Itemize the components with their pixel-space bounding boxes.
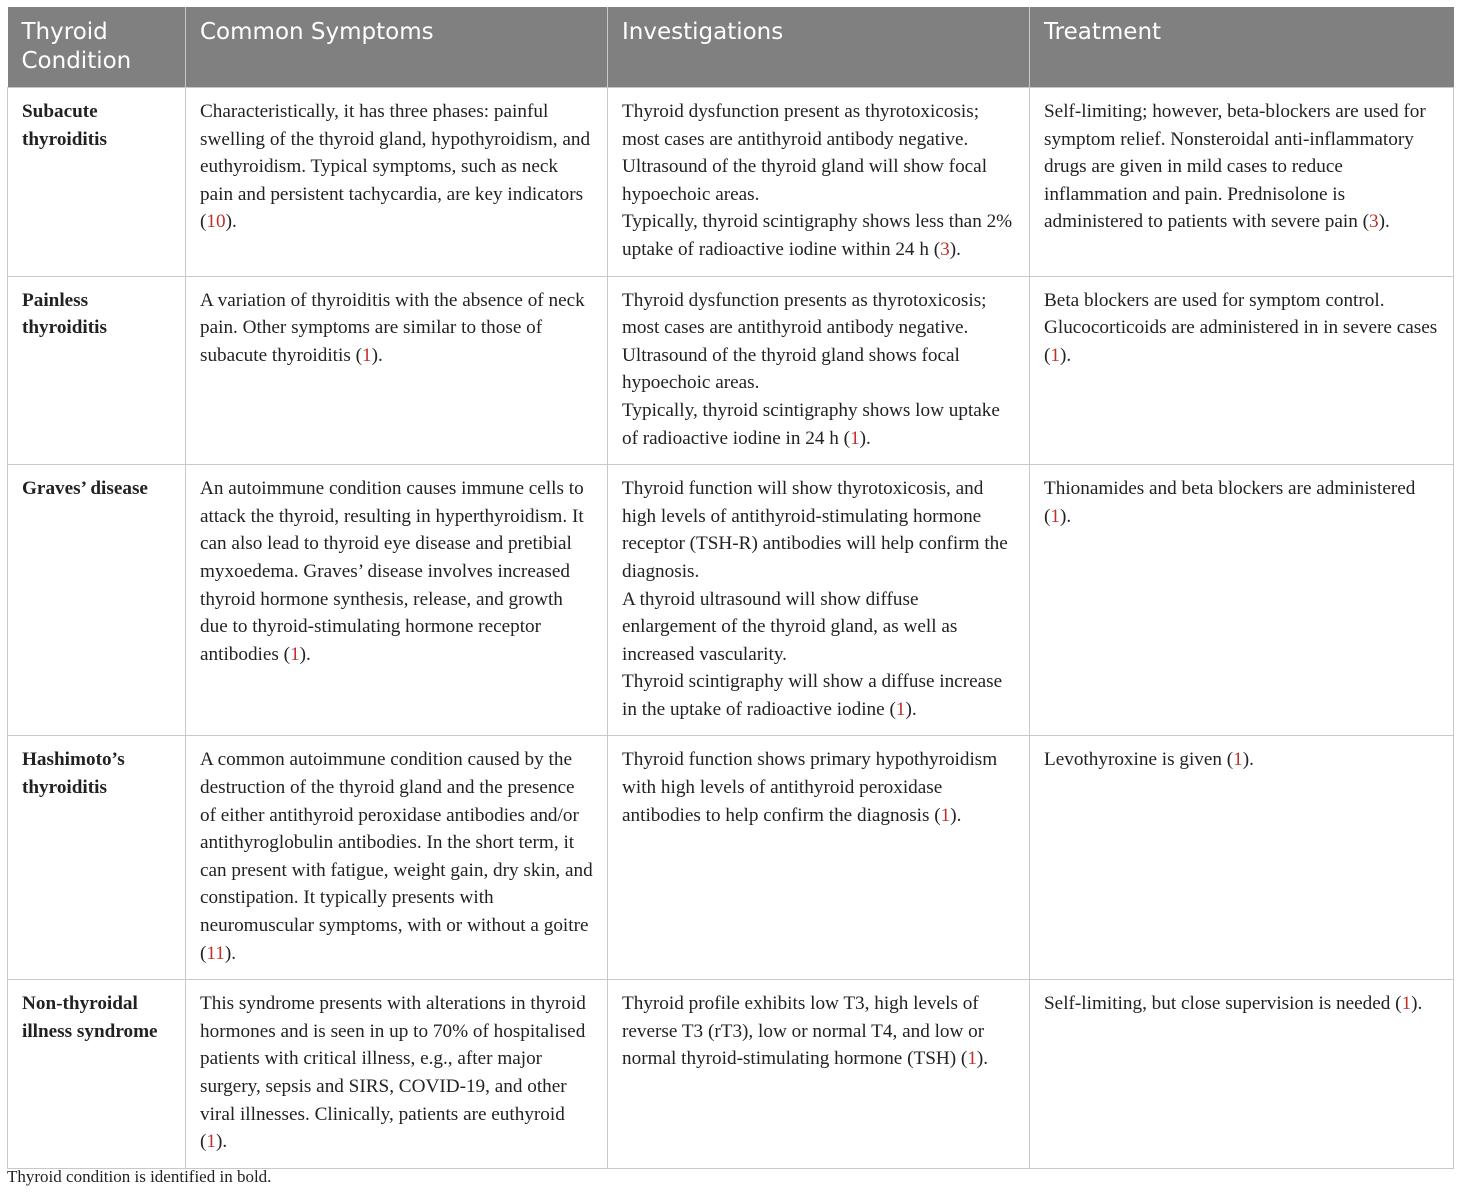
cell-paragraph: Thyroid function shows primary hypothyroidism with high levels of antithyroid peroxidase antibodies to help confirm the diagnosis (1).	[622, 749, 998, 826]
cell-paragraph: Typically, thyroid scintigraphy shows less than 2% uptake of radioactive iodine within 24 h (3).	[622, 211, 1013, 260]
reference-link[interactable]: 1	[967, 1048, 977, 1070]
symptoms-cell	[186, 736, 608, 980]
cell-paragraph: A variation of thyroiditis with the absence of neck pain. Other symptoms are similar to those of subacute thyroiditis (1).	[200, 289, 585, 366]
header-treatment: Treatment	[1030, 7, 1454, 88]
cell-paragraph: Levothyroxine is given (1).	[1044, 749, 1254, 771]
table-row	[8, 276, 1454, 465]
cell-paragraph: Ultrasound of the thyroid gland will show focal hypoechoic areas.	[622, 156, 988, 205]
condition-cell: Hashimoto’s thyroiditis	[8, 736, 186, 980]
cell-paragraph: Self-limiting, but close supervision is needed (1).	[1044, 993, 1423, 1015]
reference-link[interactable]: 1	[1050, 344, 1060, 366]
cell-paragraph: Thyroid scintigraphy will show a diffuse increase in the uptake of radioactive iodine (1).	[622, 671, 1003, 720]
reference-link[interactable]: 1	[895, 698, 906, 720]
cell-paragraph: Thyroid dysfunction presents as thyrotoxicosis; most cases are antithyroid antibody negative.	[622, 289, 987, 339]
header-condition: Thyroid Condition	[8, 7, 186, 88]
reference-link[interactable]: 1	[940, 804, 951, 826]
table-row	[8, 980, 1454, 1169]
thyroid-conditions-table	[7, 7, 1454, 1169]
investigations-cell	[608, 465, 1030, 736]
table-row	[8, 736, 1454, 980]
cell-paragraph: Thyroid profile exhibits low T3, high levels of reverse T3 (rT3), low or normal T4, and low or normal thyroid-stimulating hormone (TSH) (1).	[622, 993, 989, 1070]
cell-paragraph: Thyroid function will show thyrotoxicosis, and high levels of antithyroid-stimulating hormone receptor (TSH-R) antibodies will help confirm the diagnosis.	[622, 478, 1008, 582]
cell-paragraph: A common autoimmune condition caused by the destruction of the thyroid gland and the presence of either antithyroid peroxidase antibodies and/or antithyroglobulin antibodies. In the short term, it can present with fatigue, weight gain, dry skin, and constipation. It typically presents with neuromuscular symptoms, with or without a goitre (11).	[200, 749, 593, 964]
table-footnote: Thyroid condition is identified in bold.	[7, 1167, 272, 1186]
cell-paragraph: This syndrome presents with alterations in thyroid hormones and is seen in up to 70% of hospitalised patients with critical illness, e.g., after major surgery, sepsis and SIRS, COVID-19, and other viral illnesses. Clinically, patients are euthyroid (1).	[200, 993, 586, 1153]
cell-paragraph: Thyroid dysfunction present as thyrotoxicosis; most cases are antithyroid antibody negative.	[622, 101, 980, 150]
condition-cell: Graves’ disease	[8, 465, 186, 736]
investigations-cell	[608, 980, 1030, 1169]
symptoms-cell	[186, 465, 608, 736]
treatment-cell	[1030, 88, 1454, 277]
treatment-cell	[1030, 465, 1454, 736]
condition-cell: Subacute thyroiditis	[8, 88, 186, 277]
cell-paragraph: Thionamides and beta blockers are administered (1).	[1044, 478, 1416, 527]
treatment-cell	[1030, 736, 1454, 980]
reference-link[interactable]: 11	[206, 942, 225, 964]
cell-paragraph: A thyroid ultrasound will show diffuse enlargement of the thyroid gland, as well as increased vascularity.	[622, 588, 958, 665]
reference-link[interactable]: 1	[290, 643, 300, 665]
reference-link[interactable]: 3	[1369, 211, 1379, 233]
symptoms-cell	[186, 276, 608, 465]
investigations-cell	[608, 736, 1030, 980]
cell-paragraph: Characteristically, it has three phases: painful swelling of the thyroid gland, hypothyroidism, and euthyroidism. Typical symptoms, such as neck pain and persistent tachycardia, are key indicators (10).	[200, 101, 591, 233]
investigations-cell	[608, 88, 1030, 277]
reference-link[interactable]: 1	[1233, 749, 1243, 771]
cell-paragraph: An autoimmune condition causes immune cells to attack the thyroid, resulting in hyperthyroidism. It can also lead to thyroid eye disease and pretibial myxoedema. Graves’ disease involves increased thyroid hormone synthesis, release, and growth due to thyroid-stimulating hormone receptor antibodies (1).	[200, 478, 584, 665]
table-container	[7, 7, 1453, 1169]
reference-link[interactable]: 1	[1050, 505, 1060, 527]
header-symptoms: Common Symptoms	[186, 7, 608, 88]
reference-link[interactable]: 1	[362, 344, 372, 366]
reference-link[interactable]: 10	[206, 211, 226, 233]
cell-paragraph: Beta blockers are used for symptom control. Glucocorticoids are administered in in severe cases (1).	[1044, 289, 1438, 366]
condition-cell: Painless thyroiditis	[8, 276, 186, 465]
investigations-cell	[608, 276, 1030, 465]
cell-paragraph: Self-limiting; however, beta-blockers are used for symptom relief. Nonsteroidal anti-inflammatory drugs are given in mild cases to reduce inflammation and pain. Prednisolone is administered to patients with severe pain (3).	[1044, 101, 1426, 233]
reference-link[interactable]: 1	[850, 427, 860, 449]
reference-link[interactable]: 3	[940, 238, 950, 260]
treatment-cell	[1030, 980, 1454, 1169]
header-row	[8, 7, 1454, 88]
treatment-cell	[1030, 276, 1454, 465]
table-row	[8, 88, 1454, 277]
reference-link[interactable]: 1	[206, 1131, 216, 1153]
header-investigations: Investigations	[608, 7, 1030, 88]
cell-paragraph: Ultrasound of the thyroid gland shows focal hypoechoic areas.	[622, 344, 960, 394]
reference-link[interactable]: 1	[1401, 993, 1412, 1015]
symptoms-cell	[186, 88, 608, 277]
symptoms-cell	[186, 980, 608, 1169]
condition-cell: Non-thyroidal illness syndrome	[8, 980, 186, 1169]
table-row	[8, 465, 1454, 736]
cell-paragraph: Typically, thyroid scintigraphy shows low uptake of radioactive iodine in 24 h (1).	[622, 399, 1000, 449]
